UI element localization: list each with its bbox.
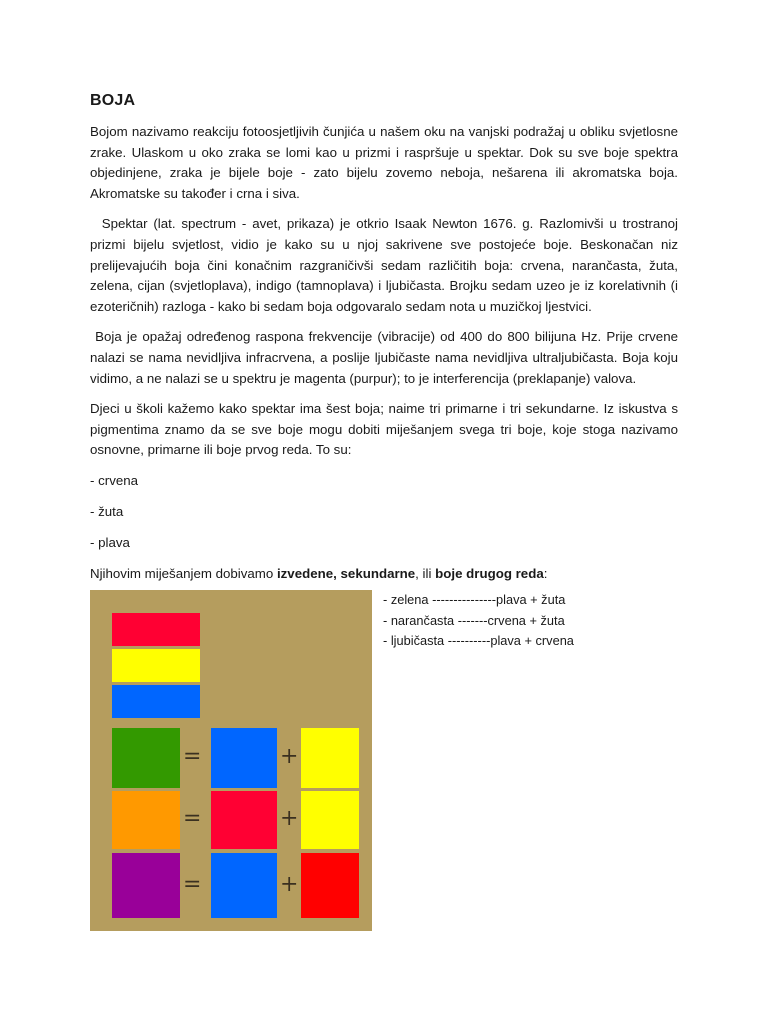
- secondary-intro-bold-order: boje drugog reda: [435, 566, 544, 582]
- primary-yellow-bar: [112, 649, 200, 682]
- paragraph-spectrum: Spektar (lat. spectrum - avet, prikaza) je otkrio Isaak Newton 1676. g. Razlomivši u trostranoj prizmi bijelu svjetlost, vidio je kako su u njoj sakrivene sve postojeće boje. Beskonačan niz prelijevajućih boja čini konačnim razgraničivši sedam različitih boja: crvena, narančasta, žuta, zelena, cijan (svjetloplava), indigo (tamnoplava) i ljubičasta. Brojku sedam uzeo je iz korelativnih (i ezoteričnih) razloga - kako bi sedam boja odgovaralo sedam nota u muzičkoj ljestvici.: [90, 216, 682, 314]
- secondary-intro-suffix: :: [543, 566, 548, 582]
- mix-item-purple: - ljubičasta ----------plava + crvena: [383, 633, 574, 649]
- yellow-swatch: [301, 791, 359, 849]
- secondary-mix-list: [383, 590, 574, 652]
- color-mixing-section: [90, 590, 690, 932]
- secondary-colors-intro: [90, 564, 678, 585]
- equals-sign: =: [183, 806, 202, 831]
- primary-color-item: - plava: [90, 535, 130, 551]
- primary-color-item: - žuta: [90, 504, 124, 519]
- mix-item-green: - zelena ---------------plava + žuta: [383, 592, 566, 607]
- green-result-swatch: [112, 728, 180, 788]
- yellow-swatch: [301, 728, 359, 788]
- mix-item-orange: - narančasta -------crvena + žuta: [383, 612, 565, 628]
- red-swatch: [301, 853, 359, 918]
- paragraph-frequency: Boja je opažaj određenog raspona frekvencije (vibracije) od 400 do 800 bilijuna Hz. Prije crvene nalazi se nama nevidljiva infracrvena, a poslije ljubičaste nama nevidljiva ultraljubičasta. Boja koju vidimo, a ne nalazi se u spektru je magenta (purpur); to je interferencija (preklapanje) valova.: [90, 329, 682, 386]
- color-mixing-figure: [90, 590, 372, 931]
- primary-color-item: - crvena: [90, 472, 139, 488]
- paragraph-definition: Bojom nazivamo reakciju fotoosjetljivih čunjića u našem oku na vanjski podražaj u obliku svjetlosne zrake. Ulaskom u oko zraka se lomi kao u prizmi i raspršuje u spektar. Dok su sve boje spektra objedinjene, zraka je bijele boje - zato bijelu zovemo neboja, nešarena ili akromatska boja. Akromatske su također i crna i siva.: [90, 124, 678, 201]
- secondary-intro-middle: , ili: [415, 566, 436, 582]
- plus-sign: +: [280, 872, 299, 897]
- paragraph-primary-intro: Djeci u školi kažemo kako spektar ima šest boja; naime tri primarne i tri sekundarne. Iz iskustva s pigmentima znamo da se sve boje mogu dobiti miješanjem svega tri boje, koje stoga nazivamo osnovne, primarne ili boje prvog reda. To su:: [90, 401, 678, 458]
- equals-sign: =: [183, 744, 202, 769]
- purple-result-swatch: [112, 853, 180, 918]
- primary-red-bar: [112, 613, 200, 646]
- document-page: [90, 92, 682, 585]
- plus-sign: +: [280, 744, 299, 769]
- plus-sign: +: [280, 806, 299, 831]
- red-swatch: [211, 791, 277, 849]
- secondary-intro-prefix: Njihovim miješanjem dobivamo: [90, 566, 277, 582]
- secondary-intro-bold-terms: izvedene, sekundarne: [276, 566, 416, 582]
- document-title: BOJA: [90, 92, 136, 109]
- primary-blue-bar: [112, 685, 200, 718]
- equals-sign: =: [183, 872, 202, 897]
- blue-swatch: [211, 853, 277, 918]
- orange-result-swatch: [112, 791, 180, 849]
- blue-swatch: [211, 728, 277, 788]
